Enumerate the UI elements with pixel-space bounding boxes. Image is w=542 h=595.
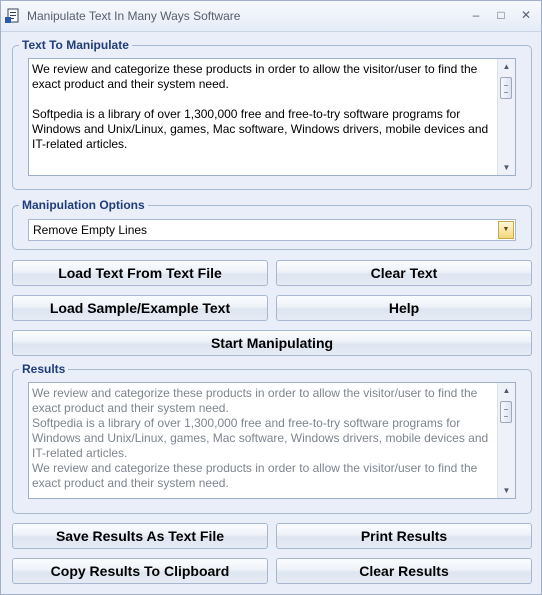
scroll-thumb[interactable] <box>500 77 512 99</box>
scroll-up-icon[interactable]: ▲ <box>502 386 511 395</box>
scroll-down-icon[interactable]: ▼ <box>502 486 511 495</box>
print-results-button[interactable]: Print Results <box>276 523 532 549</box>
results-line: We review and categorize these products in order to allow the visitor/user to find the exact product and their system need. <box>32 461 478 490</box>
clear-results-button[interactable]: Clear Results <box>276 558 532 584</box>
manipulation-options-label: Manipulation Options <box>19 197 148 213</box>
results-textarea[interactable] <box>28 382 516 499</box>
scroll-down-icon[interactable]: ▼ <box>502 163 511 172</box>
close-button[interactable]: ✕ <box>520 8 532 22</box>
load-sample-text-button[interactable]: Load Sample/Example Text <box>12 295 268 321</box>
window-title: Manipulate Text In Many Ways Software <box>27 9 241 23</box>
input-text <box>32 62 494 152</box>
results-line: Softpedia is a library of over 1,300,000 free and free-to-try software programs for Windows and Unix/Linux, games, Mac software, Windows drivers, mobile devices and IT-related articles. <box>32 416 489 460</box>
manipulation-selected-value: Remove Empty Lines <box>33 223 148 237</box>
clear-text-button[interactable]: Clear Text <box>276 260 532 286</box>
chevron-down-icon[interactable]: ▼ <box>498 221 514 239</box>
title-bar[interactable] <box>1 1 541 32</box>
manipulation-select[interactable] <box>28 219 516 241</box>
start-manipulating-button[interactable]: Start Manipulating <box>12 330 532 356</box>
app-document-icon <box>5 8 21 24</box>
save-results-button[interactable]: Save Results As Text File <box>12 523 268 549</box>
maximize-button[interactable]: □ <box>497 8 505 22</box>
input-scrollbar[interactable] <box>497 59 515 175</box>
input-paragraph: We review and categorize these products in order to allow the visitor/user to find the exact product and their system need. <box>32 62 478 91</box>
minimize-button[interactable]: – <box>472 8 480 22</box>
copy-results-button[interactable]: Copy Results To Clipboard <box>12 558 268 584</box>
text-to-manipulate-label: Text To Manipulate <box>19 37 132 53</box>
scroll-up-icon[interactable]: ▲ <box>502 62 511 71</box>
input-paragraph: Softpedia is a library of over 1,300,000 free and free-to-try software programs for Windows and Unix/Linux, games, Mac software, Windows drivers, mobile devices and IT-related articles. <box>32 107 489 151</box>
results-line: We review and categorize these products in order to allow the visitor/user to find the exact product and their system need. <box>32 386 478 415</box>
load-text-file-button[interactable]: Load Text From Text File <box>12 260 268 286</box>
results-text <box>32 386 494 491</box>
results-scrollbar[interactable] <box>497 383 515 498</box>
input-textarea[interactable] <box>28 58 516 176</box>
results-label: Results <box>19 361 68 377</box>
help-button[interactable]: Help <box>276 295 532 321</box>
scroll-thumb[interactable] <box>500 401 512 423</box>
